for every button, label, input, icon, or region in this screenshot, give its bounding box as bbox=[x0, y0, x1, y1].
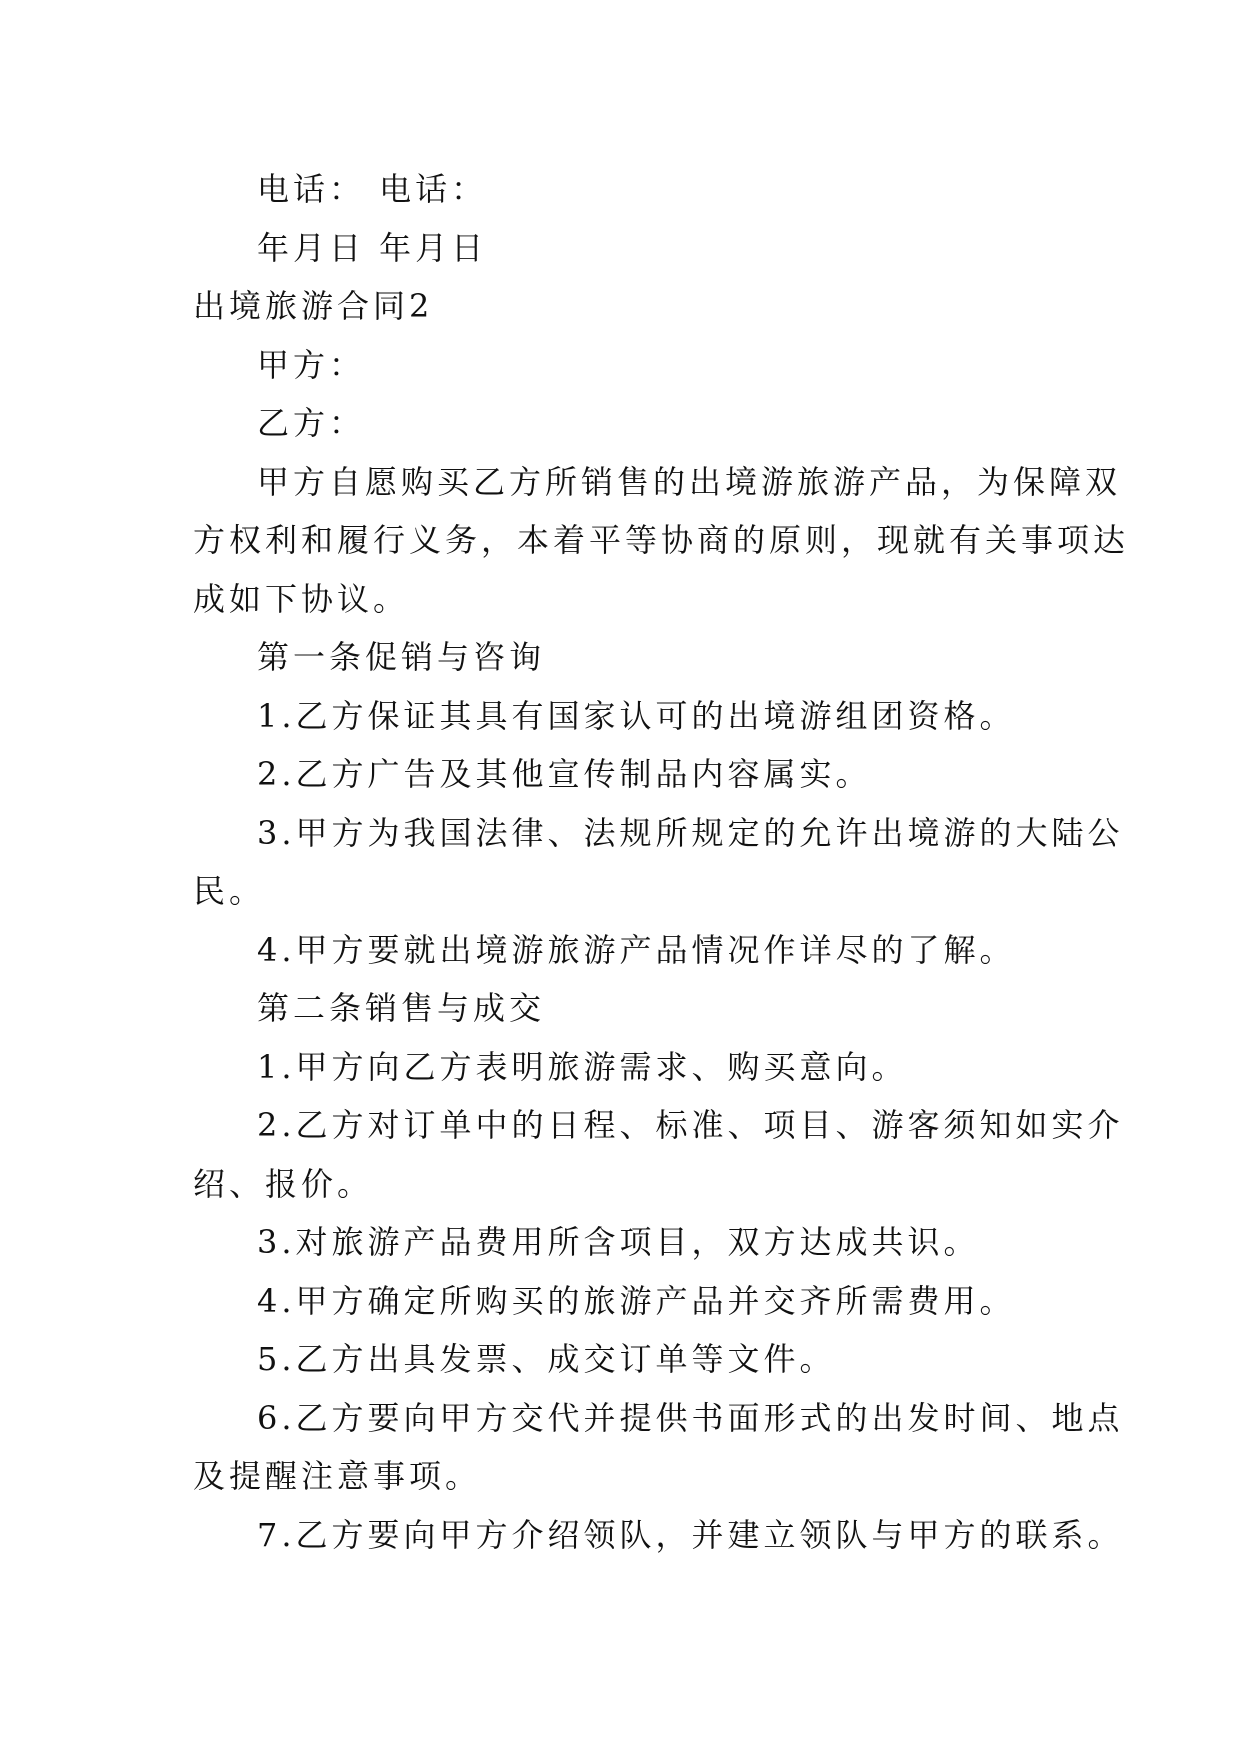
clause-line: 3.对旅游产品费用所含项目，双方达成共识。 bbox=[257, 1223, 980, 1261]
clause-line: 及提醒注意事项。 bbox=[193, 1457, 482, 1495]
clause-line: 7.乙方要向甲方介绍领队，并建立领队与甲方的联系。 bbox=[257, 1515, 1124, 1554]
clause-line: 2.乙方对订单中的日程、标准、项目、游客须知如实介 bbox=[257, 1106, 1124, 1144]
clause-line: 民。 bbox=[193, 872, 266, 910]
clause-line: 4.甲方确定所购买的旅游产品并交齐所需费用。 bbox=[257, 1281, 1016, 1320]
document-title: 出境旅游合同2 bbox=[193, 287, 434, 325]
clause-line: 1.甲方向乙方表明旅游需求、购买意向。 bbox=[257, 1047, 908, 1086]
clause-line: 绍、报价。 bbox=[193, 1164, 374, 1203]
intro-paragraph-line: 甲方自愿购买乙方所销售的出境游旅游产品，为保障双 bbox=[257, 462, 1122, 501]
article-heading: 第一条促销与咨询 bbox=[257, 638, 546, 676]
party-a-line: 甲方： bbox=[257, 345, 366, 384]
date-line: 年月日 年月日 bbox=[257, 228, 488, 267]
document-body bbox=[193, 160, 1130, 1564]
clause-line: 3.甲方为我国法律、法规所规定的允许出境游的大陆公 bbox=[257, 813, 1124, 852]
intro-paragraph-line: 方权利和履行义务，本着平等协商的原则，现就有关事项达 bbox=[193, 521, 1130, 559]
party-b-line: 乙方： bbox=[257, 404, 366, 442]
clause-line: 6.乙方要向甲方交代并提供书面形式的出发时间、地点 bbox=[257, 1398, 1124, 1437]
clause-line: 5.乙方出具发票、成交订单等文件。 bbox=[257, 1340, 836, 1378]
clause-line: 2.乙方广告及其他宣传制品内容属实。 bbox=[257, 755, 872, 793]
phone-line: 电话： 电话： bbox=[257, 170, 488, 208]
article-heading: 第二条销售与成交 bbox=[257, 989, 546, 1027]
clause-line: 1.乙方保证其具有国家认可的出境游组团资格。 bbox=[257, 696, 1016, 735]
clause-line: 4.甲方要就出境游旅游产品情况作详尽的了解。 bbox=[257, 930, 1016, 969]
intro-paragraph-line: 成如下协议。 bbox=[193, 579, 410, 618]
